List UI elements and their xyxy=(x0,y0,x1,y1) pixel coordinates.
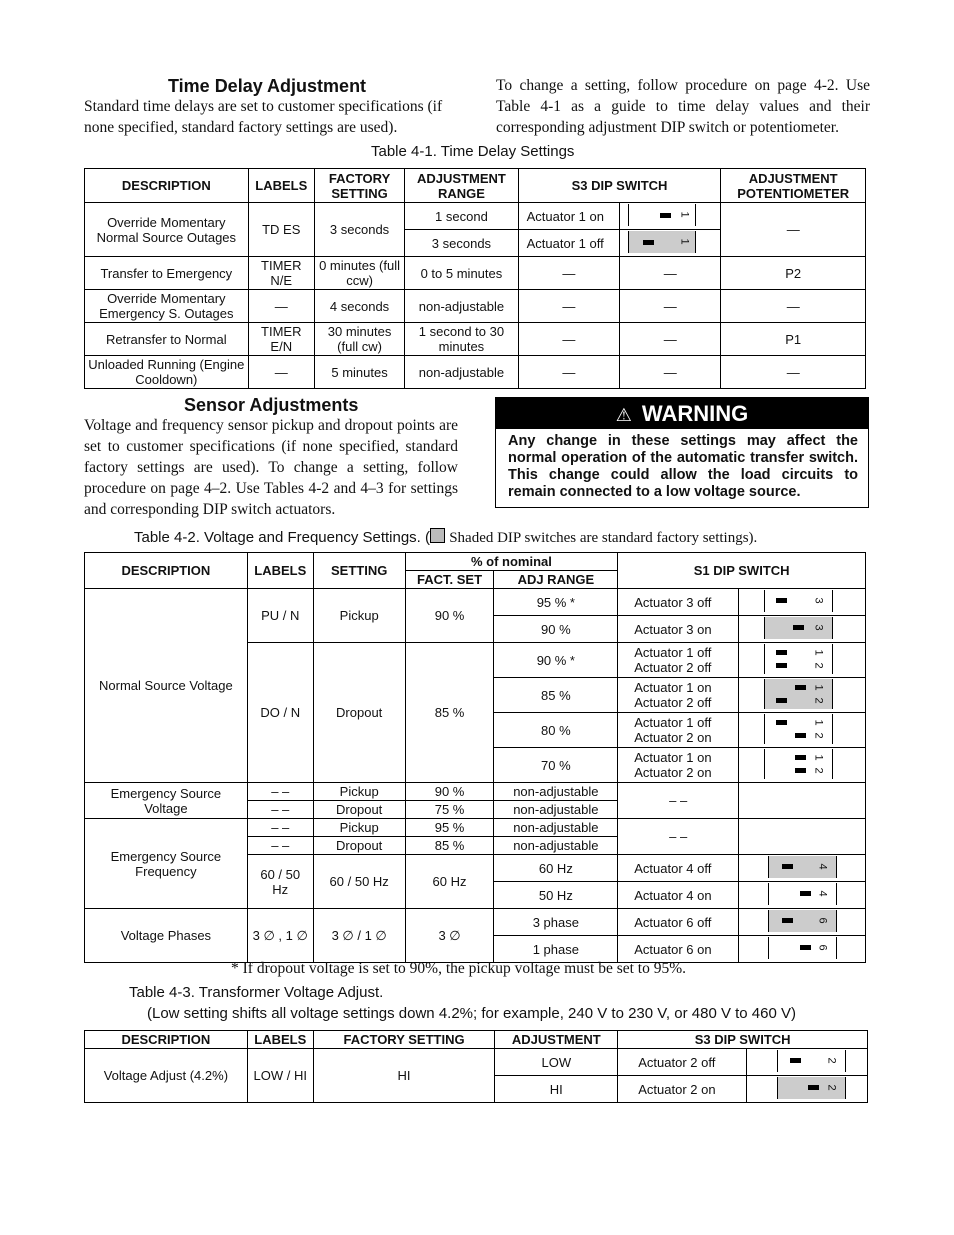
col-description: DESCRIPTION xyxy=(85,1031,248,1049)
table-cell: LOW xyxy=(495,1049,618,1076)
table-cell: Override Momentary Emergency S. Outages xyxy=(85,290,249,323)
col-factory: FACTORY SETTING xyxy=(314,169,404,203)
dip-switch-icon xyxy=(768,883,837,905)
table-cell: LOW / HI xyxy=(247,1049,313,1103)
dip-switch-cell xyxy=(739,748,866,783)
dip-number: 6 xyxy=(816,943,829,951)
dip-actuator xyxy=(643,240,654,245)
actuator-line: Actuator 1 off xyxy=(634,715,712,730)
table-cell: Actuator 6 off xyxy=(618,909,739,936)
col-adj-range: ADJ RANGE xyxy=(494,571,618,589)
table-cell: 60 / 50 Hz xyxy=(313,855,405,909)
table-cell: 4 seconds xyxy=(314,290,404,323)
table-cell: 3 seconds xyxy=(405,230,518,257)
shaded-swatch-icon xyxy=(430,528,445,543)
table-cell: TIMER N/E xyxy=(248,257,314,290)
table-cell xyxy=(618,678,739,713)
dip-switch-icon xyxy=(628,204,696,226)
table-cell: – – xyxy=(247,837,313,855)
table-cell: – – xyxy=(247,819,313,837)
dip-switch-cell xyxy=(739,616,866,643)
col-fact-set: FACT. SET xyxy=(405,571,494,589)
actuator-line: Actuator 2 on xyxy=(634,765,712,780)
dip-switch-icon xyxy=(768,937,837,959)
table-cell: 60 / 50 Hz xyxy=(247,855,313,909)
table2-caption-text: Table 4-2. Voltage and Frequency Settings. ( xyxy=(134,529,431,546)
col-description: DESCRIPTION xyxy=(85,169,249,203)
table-cell: 85 % xyxy=(494,678,618,713)
table-cell: Actuator 6 on xyxy=(618,936,739,963)
table-cell: Actuator 4 on xyxy=(618,882,739,909)
col-setting: SETTING xyxy=(313,553,405,589)
time-delay-table xyxy=(84,168,866,389)
dip-actuator xyxy=(795,755,806,760)
sensor-heading: Sensor Adjustments xyxy=(184,395,359,415)
table-cell: — xyxy=(620,290,721,323)
dip-number: 1 xyxy=(678,237,691,245)
table-cell: 0 minutes (full ccw) xyxy=(314,257,404,290)
table-cell: Dropout xyxy=(313,801,405,819)
dip-switch-cell xyxy=(739,678,866,713)
dip-actuator xyxy=(800,891,811,896)
table-cell: — xyxy=(721,290,866,323)
table-cell: 90 % xyxy=(405,783,494,801)
dip-number: 2 xyxy=(812,766,825,774)
dip-actuator xyxy=(790,1058,801,1063)
dip-number: 2 xyxy=(812,661,825,669)
actuator-line: Actuator 2 off xyxy=(634,695,712,710)
table-cell: Retransfer to Normal xyxy=(85,323,249,356)
col-dip: S3 DIP SWITCH xyxy=(518,169,721,203)
dip-number: 1 xyxy=(812,683,825,691)
table-cell: – – xyxy=(618,819,739,855)
table-cell: Pickup xyxy=(313,819,405,837)
dip-number: 1 xyxy=(678,210,691,218)
time-delay-heading: Time Delay Adjustment xyxy=(168,76,367,96)
table-cell: Normal Source Voltage xyxy=(85,589,248,783)
time-delay-procedure: To change a setting, follow procedure on page 4-2. Use Table 4-1 as a guide to time delay values and their corresponding adjustment DIP switch or potentiometer. xyxy=(496,77,870,136)
table-cell: — xyxy=(248,356,314,389)
table-cell: 3 ∅ / 1 ∅ xyxy=(313,909,405,963)
table-cell: Emergency Source Frequency xyxy=(85,819,248,909)
warning-box xyxy=(495,397,869,508)
dip-number: 3 xyxy=(812,596,825,604)
dip-switch-icon xyxy=(777,1077,846,1099)
dip-switch-icon xyxy=(768,910,837,932)
table-cell: 3 ∅ , 1 ∅ xyxy=(247,909,313,963)
dip-actuator xyxy=(776,720,787,725)
table-cell: Actuator 1 on xyxy=(518,203,619,230)
table-cell: Actuator 3 off xyxy=(618,589,739,616)
table-cell: non-adjustable xyxy=(494,783,618,801)
col-s3-dip: S3 DIP SWITCH xyxy=(618,1031,868,1049)
actuator-line: Actuator 1 on xyxy=(634,680,712,695)
warning-icon: ⚠ xyxy=(615,405,632,425)
col-labels: LABELS xyxy=(247,553,313,589)
dip-switch-cell xyxy=(739,713,866,748)
table-cell: — xyxy=(518,323,619,356)
table-cell: Actuator 1 off xyxy=(518,230,619,257)
table-cell: — xyxy=(620,323,721,356)
dip-actuator xyxy=(776,663,787,668)
table-cell: HI xyxy=(313,1049,495,1103)
dip-switch-icon xyxy=(764,679,833,709)
dip-actuator xyxy=(795,685,806,690)
actuator-line: Actuator 2 off xyxy=(634,660,712,675)
table-cell: Override Momentary Normal Source Outages xyxy=(85,203,249,257)
warning-header xyxy=(496,398,868,429)
table-cell: Dropout xyxy=(313,837,405,855)
dip-actuator xyxy=(776,650,787,655)
table-cell: 80 % xyxy=(494,713,618,748)
dip-switch-icon xyxy=(764,749,833,779)
table-cell: 75 % xyxy=(405,801,494,819)
table-cell: 90 % xyxy=(405,589,494,643)
table-cell: — xyxy=(518,356,619,389)
col-pot: ADJUSTMENT POTENTIOMETER xyxy=(721,169,866,203)
time-delay-intro: Standard time delays are set to customer specifications (if none specified, standard factory settings are used). xyxy=(84,98,443,136)
table-cell: 1 second to 30 minutes xyxy=(405,323,518,356)
table-cell: 30 minutes (full cw) xyxy=(314,323,404,356)
dip-switch-icon xyxy=(764,644,833,674)
table-cell: Actuator 3 on xyxy=(618,616,739,643)
table2-caption-note: Shaded DIP switches are standard factory settings). xyxy=(449,530,758,546)
table-cell: HI xyxy=(495,1076,618,1103)
dip-number: 2 xyxy=(825,1083,838,1091)
table-cell xyxy=(618,748,739,783)
dip-switch-icon xyxy=(768,856,837,878)
table2-caption xyxy=(134,528,757,547)
table-cell: — xyxy=(620,257,721,290)
dip-actuator xyxy=(808,1085,819,1090)
table-cell: Actuator 4 off xyxy=(618,855,739,882)
table-cell: 3 phase xyxy=(494,909,618,936)
table-cell: Transfer to Emergency xyxy=(85,257,249,290)
dip-switch-icon xyxy=(777,1050,846,1072)
table-cell: TIMER E/N xyxy=(248,323,314,356)
actuator-line: Actuator 2 on xyxy=(634,730,712,745)
table-cell: — xyxy=(721,356,866,389)
table-cell: 60 Hz xyxy=(494,855,618,882)
dip-actuator xyxy=(795,768,806,773)
table-cell: 3 ∅ xyxy=(405,909,494,963)
table-cell: TD ES xyxy=(248,203,314,257)
table-cell: 90 % * xyxy=(494,643,618,678)
table-cell: 0 to 5 minutes xyxy=(405,257,518,290)
table-cell: – – xyxy=(247,801,313,819)
table-cell xyxy=(618,643,739,678)
voltage-frequency-table xyxy=(84,552,866,963)
col-labels: LABELS xyxy=(248,169,314,203)
dip-switch-cell xyxy=(739,643,866,678)
table-cell: non-adjustable xyxy=(494,819,618,837)
dip-number: 4 xyxy=(816,889,829,897)
dip-actuator xyxy=(800,945,811,950)
dip-number: 4 xyxy=(816,862,829,870)
table-cell: PU / N xyxy=(247,589,313,643)
table-cell: 90 % xyxy=(494,616,618,643)
dip-actuator xyxy=(793,625,804,630)
table-cell: – – xyxy=(247,783,313,801)
table-cell: 95 % xyxy=(405,819,494,837)
table-cell: – – xyxy=(618,783,739,819)
dip-switch-cell xyxy=(739,936,866,963)
table-cell: 50 Hz xyxy=(494,882,618,909)
table-cell xyxy=(739,783,866,819)
table-cell: 5 minutes xyxy=(314,356,404,389)
col-adjustment: ADJUSTMENT xyxy=(495,1031,618,1049)
dip-number: 3 xyxy=(812,623,825,631)
table-cell: non-adjustable xyxy=(494,801,618,819)
dip-switch-icon xyxy=(764,714,833,744)
warning-title: WARNING xyxy=(641,401,749,426)
table-cell: — xyxy=(620,356,721,389)
dip-switch-cell xyxy=(739,855,866,882)
dip-number: 2 xyxy=(812,696,825,704)
actuator-line: Actuator 1 on xyxy=(634,750,712,765)
dip-switch-cell xyxy=(747,1049,868,1076)
table-cell: Dropout xyxy=(313,643,405,783)
col-s1-dip: S1 DIP SWITCH xyxy=(618,553,866,589)
table-cell xyxy=(618,713,739,748)
dip-actuator xyxy=(795,733,806,738)
table-cell: Voltage Phases xyxy=(85,909,248,963)
dip-switch-icon xyxy=(764,617,833,639)
col-nominal: % of nominal xyxy=(405,553,618,571)
dip-actuator xyxy=(776,598,787,603)
sensor-body: Voltage and frequency sensor pickup and dropout points are set to customer specifications (if none specified, standard factory settings are used). To change a setting, follow procedure on page 4–2. Use Tables 4-2 and 4–3 for settings and corresponding DIP switch actuators. xyxy=(84,417,458,518)
table-cell: 1 phase xyxy=(494,936,618,963)
dip-number: 2 xyxy=(825,1056,838,1064)
dip-number: 1 xyxy=(812,753,825,761)
table-cell xyxy=(739,819,866,855)
dip-switch-cell xyxy=(620,203,721,230)
table-cell: 3 seconds xyxy=(314,203,404,257)
table-cell: — xyxy=(518,257,619,290)
dip-actuator xyxy=(776,698,787,703)
table-cell: Actuator 2 off xyxy=(618,1049,747,1076)
dip-switch-cell xyxy=(747,1076,868,1103)
table-cell: Unloaded Running (Engine Cooldown) xyxy=(85,356,249,389)
table3-caption: Table 4-3. Transformer Voltage Adjust. xyxy=(129,984,384,1001)
col-labels: LABELS xyxy=(247,1031,313,1049)
table-cell: P2 xyxy=(721,257,866,290)
table-cell: non-adjustable xyxy=(405,356,518,389)
transformer-table xyxy=(84,1030,868,1103)
table-cell: — xyxy=(248,290,314,323)
table-cell: 1 second xyxy=(405,203,518,230)
dip-number: 1 xyxy=(812,718,825,726)
dip-switch-cell xyxy=(739,589,866,616)
table-cell: 70 % xyxy=(494,748,618,783)
table3-subcaption: (Low setting shifts all voltage settings down 4.2%; for example, 240 V to 230 V, or 480 V to 460 V) xyxy=(147,1005,796,1022)
table-cell: Pickup xyxy=(313,783,405,801)
table-cell: 85 % xyxy=(405,643,494,783)
table-cell: Pickup xyxy=(313,589,405,643)
warning-text: Any change in these settings may affect the normal operation of the automatic transfer switch. This change could allow the load circuits to remain connected to a low voltage source. xyxy=(508,433,858,500)
actuator-line: Actuator 1 off xyxy=(634,645,712,660)
dip-switch-cell xyxy=(620,230,721,257)
dip-actuator xyxy=(660,213,671,218)
table-cell: — xyxy=(721,203,866,257)
col-description: DESCRIPTION xyxy=(85,553,248,589)
table-cell: 60 Hz xyxy=(405,855,494,909)
dip-switch-cell xyxy=(739,909,866,936)
table-cell: non-adjustable xyxy=(405,290,518,323)
table-cell: 85 % xyxy=(405,837,494,855)
table-cell: 95 % * xyxy=(494,589,618,616)
table-cell: Actuator 2 on xyxy=(618,1076,747,1103)
table-cell: DO / N xyxy=(247,643,313,783)
dip-switch-icon xyxy=(764,590,833,612)
table1-caption: Table 4-1. Time Delay Settings xyxy=(371,143,575,160)
table-cell: non-adjustable xyxy=(494,837,618,855)
dip-switch-cell xyxy=(739,882,866,909)
dip-number: 6 xyxy=(816,916,829,924)
col-range: ADJUSTMENT RANGE xyxy=(405,169,518,203)
col-factory: FACTORY SETTING xyxy=(313,1031,495,1049)
dip-number: 1 xyxy=(812,648,825,656)
dip-number: 2 xyxy=(812,731,825,739)
dip-actuator xyxy=(782,864,793,869)
table-cell: Emergency Source Voltage xyxy=(85,783,248,819)
table-cell: — xyxy=(518,290,619,323)
table-cell: P1 xyxy=(721,323,866,356)
table2-footnote: * If dropout voltage is set to 90%, the pickup voltage must be set to 95%. xyxy=(231,960,687,977)
dip-switch-icon xyxy=(628,231,696,253)
dip-actuator xyxy=(782,918,793,923)
table-cell: Voltage Adjust (4.2%) xyxy=(85,1049,248,1103)
